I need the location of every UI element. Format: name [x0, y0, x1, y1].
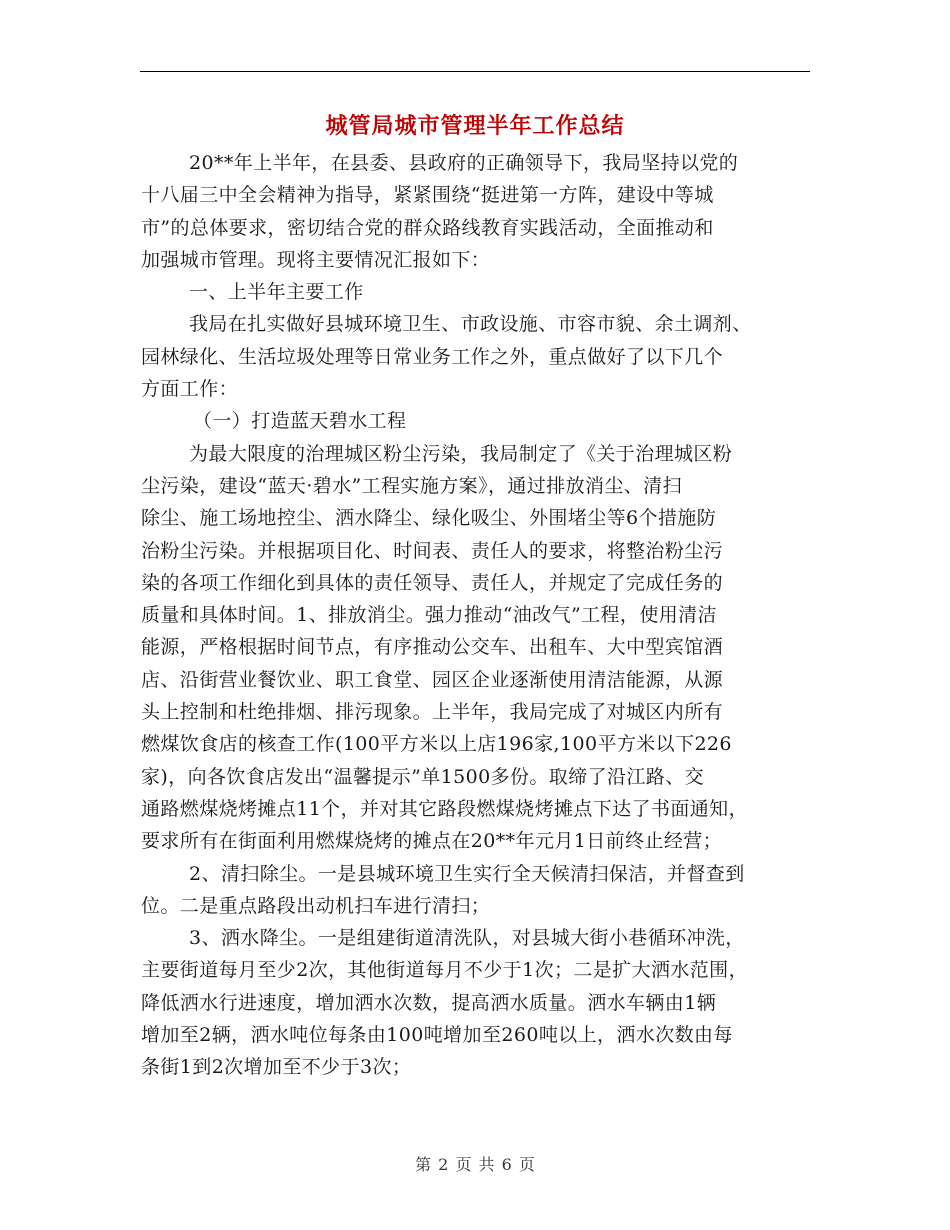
page-number: 第 2 页 共 6 页: [415, 1155, 535, 1174]
paragraph-line: 加强城市管理。现将主要情况汇报如下：: [141, 248, 491, 271]
paragraph-line: 燃煤饮食店的核查工作(100平方米以上店196家,100平方米以下226: [141, 733, 732, 756]
document-title: 城管局城市管理半年工作总结: [325, 113, 625, 139]
paragraph-line: 2、清扫除尘。一是县城环境卫生实行全天候清扫保洁，并督查到: [189, 862, 745, 885]
paragraph-line: 治粉尘污染。并根据项目化、时间表、责任人的要求，将整治粉尘污: [141, 539, 724, 562]
paragraph-line: 园林绿化、生活垃圾处理等日常业务工作之外，重点做好了以下几个: [141, 345, 724, 368]
paragraph-line: 20**年上半年，在县委、县政府的正确领导下，我局坚持以党的: [189, 152, 739, 174]
paragraph-line: 通路燃煤烧烤摊点11个，并对其它路段燃煤烧烤摊点下达了书面通知，: [141, 797, 748, 820]
paragraph-line: 增加至2辆，洒水吨位每条由100吨增加至260吨以上，洒水次数由每: [141, 1024, 733, 1047]
paragraph-line: 质量和具体时间。1、排放消尘。强力推动“油改气”工程，使用清洁: [141, 604, 717, 627]
paragraph-line: 除尘、施工场地控尘、洒水降尘、绿化吸尘、外围堵尘等6个措施防: [141, 507, 717, 530]
subsection-heading: （一）打造蓝天碧水工程: [193, 410, 407, 433]
header-rule: [140, 71, 810, 72]
paragraph-line: 方面工作：: [141, 378, 239, 401]
paragraph-line: 店、沿街营业餐饮业、职工食堂、园区企业逐渐使用清洁能源，从源: [141, 668, 724, 691]
paragraph-line: 3、洒水降尘。一是组建街道清洗队，对县城大街小巷循环冲洗，: [189, 927, 745, 950]
paragraph-line: 头上控制和杜绝排烟、排污现象。上半年，我局完成了对城区内所有: [141, 701, 724, 724]
paragraph-line: 我局在扎实做好县城环境卫生、市政设施、市容市貌、余土调剂、: [189, 313, 752, 336]
document-body: [141, 147, 813, 1084]
paragraph-line: 染的各项工作细化到具体的责任领导、责任人，并规定了完成任务的: [141, 571, 724, 594]
paragraph-line: 尘污染，建设“蓝天·碧水”工程实施方案》，通过排放消尘、清扫: [141, 474, 682, 497]
paragraph-line: 主要街道每月至少2次，其他街道每月不少于1次；二是扩大洒水范围，: [141, 959, 748, 982]
paragraph-line: 能源，严格根据时间节点，有序推动公交车、出租车、大中型宾馆酒: [141, 636, 724, 659]
paragraph-line: 条街1到2次增加至不少于3次；: [141, 1056, 412, 1079]
paragraph-line: 要求所有在街面利用燃煤烧烤的摊点在20**年元月1日前终止经营；: [141, 830, 723, 853]
paragraph-line: 为最大限度的治理城区粉尘污染，我局制定了《关于治理城区粉: [189, 442, 733, 465]
paragraph-line: 降低洒水行进速度，增加洒水次数，提高洒水质量。洒水车辆由1辆: [141, 991, 717, 1014]
paragraph-line: 市”的总体要求，密切结合党的群众路线教育实践活动，全面推动和: [141, 216, 714, 239]
paragraph-line: 家)，向各饮食店发出“温馨提示”单1500多份。取缔了沿江路、交: [141, 765, 704, 788]
section-heading: 一、上半年主要工作: [189, 281, 364, 304]
paragraph-line: 十八届三中全会精神为指导，紧紧围绕“挺进第一方阵，建设中等城: [141, 184, 714, 207]
paragraph-line: 位。二是重点路段出动机扫车进行清扫；: [141, 894, 491, 917]
